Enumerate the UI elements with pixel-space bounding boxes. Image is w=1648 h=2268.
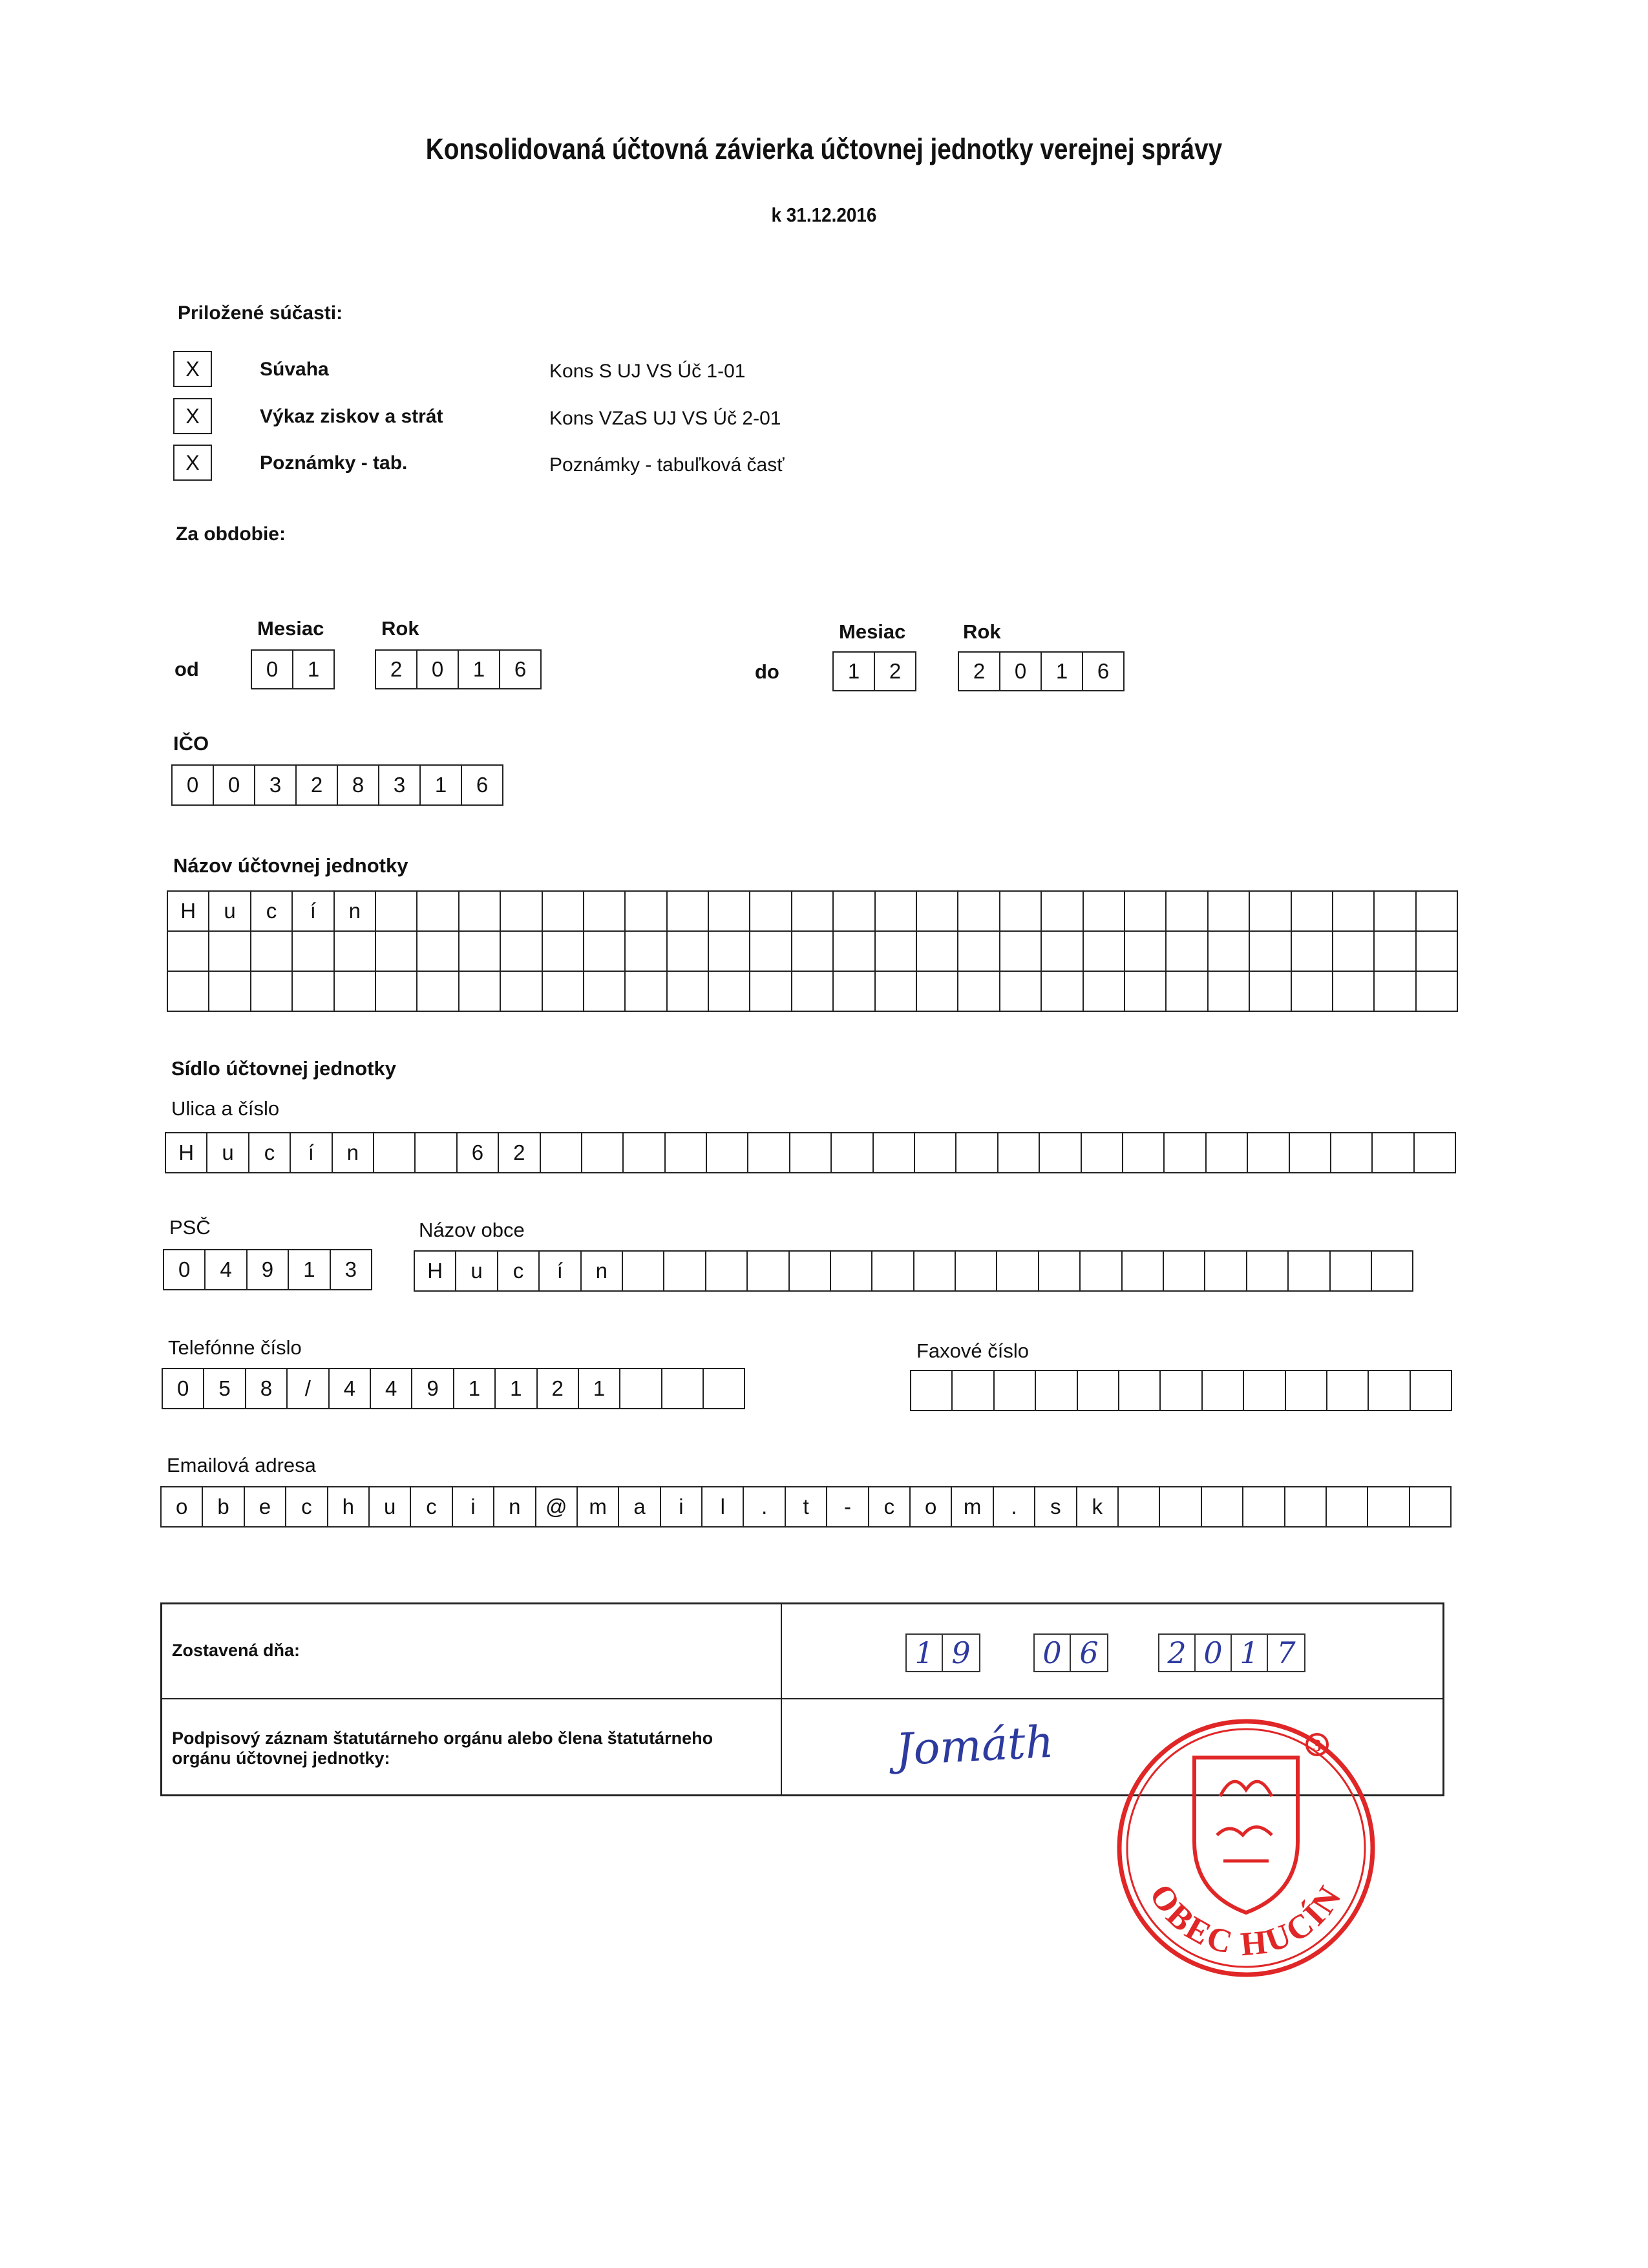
char-cell[interactable]: [251, 972, 293, 1012]
char-cell[interactable]: [460, 932, 501, 972]
char-cell[interactable]: [335, 932, 376, 972]
char-cell[interactable]: [1411, 1371, 1452, 1411]
char-cell[interactable]: [1123, 1252, 1164, 1292]
street-field[interactable]: [165, 1132, 1456, 1173]
char-cell[interactable]: [1372, 1252, 1413, 1292]
char-cell[interactable]: n: [494, 1487, 536, 1528]
attachment-code-notes: Poznámky - tabuľková časť: [549, 454, 785, 476]
char-cell[interactable]: [1160, 1487, 1201, 1528]
char-cell[interactable]: [956, 1252, 997, 1292]
char-cell[interactable]: 1: [496, 1369, 537, 1409]
psc-label: PSČ: [169, 1216, 211, 1239]
char-cell[interactable]: [707, 1133, 748, 1173]
phone-field[interactable]: [162, 1368, 745, 1409]
char-cell[interactable]: [1082, 1133, 1123, 1173]
attachments-heading: Priložené súčasti:: [178, 302, 343, 324]
char-cell[interactable]: [1125, 972, 1167, 1012]
char-cell[interactable]: [1250, 892, 1291, 932]
char-cell[interactable]: [1084, 892, 1125, 932]
char-cell[interactable]: .: [994, 1487, 1035, 1528]
char-cell[interactable]: [872, 1252, 914, 1292]
char-cell[interactable]: [834, 892, 875, 932]
char-cell[interactable]: [958, 932, 1000, 972]
char-cell[interactable]: 1: [289, 1250, 330, 1290]
char-cell[interactable]: k: [1077, 1487, 1119, 1528]
digit-cell[interactable]: 1: [1042, 653, 1083, 691]
char-cell[interactable]: [1292, 972, 1333, 1012]
char-cell[interactable]: c: [249, 1133, 291, 1173]
char-cell[interactable]: c: [869, 1487, 911, 1528]
char-cell[interactable]: b: [203, 1487, 244, 1528]
digit-cell[interactable]: 1: [421, 766, 462, 806]
char-cell[interactable]: [1243, 1487, 1285, 1528]
char-cell[interactable]: [1000, 972, 1042, 1012]
char-cell[interactable]: [1167, 892, 1208, 932]
digit-cell[interactable]: 0: [214, 766, 255, 806]
char-cell[interactable]: c: [498, 1252, 540, 1292]
attachment-name-notes: Poznámky - tab.: [260, 452, 408, 474]
document-date: k 31.12.2016: [771, 204, 877, 226]
char-cell[interactable]: [1333, 932, 1375, 972]
char-cell[interactable]: l: [703, 1487, 744, 1528]
char-cell[interactable]: n: [333, 1133, 374, 1173]
digit-cell[interactable]: 3: [379, 766, 421, 806]
char-cell[interactable]: [1417, 972, 1458, 1012]
char-cell[interactable]: [501, 932, 542, 972]
char-cell[interactable]: [1331, 1133, 1373, 1173]
char-cell[interactable]: -: [827, 1487, 869, 1528]
char-cell[interactable]: [376, 972, 417, 1012]
char-cell[interactable]: [376, 892, 417, 932]
date-digit[interactable]: 0: [1196, 1635, 1232, 1671]
signature-label: Podpisový záznam štatutárneho orgánu alebo člena štatutárneho orgánu účtovnej jednotky:: [172, 1728, 713, 1768]
char-cell[interactable]: [1078, 1371, 1119, 1411]
char-cell[interactable]: .: [744, 1487, 785, 1528]
char-cell[interactable]: [706, 1252, 748, 1292]
char-cell[interactable]: [790, 1252, 831, 1292]
char-cell[interactable]: [1119, 1487, 1160, 1528]
char-cell[interactable]: 2: [538, 1369, 579, 1409]
char-cell[interactable]: [1250, 972, 1291, 1012]
char-cell[interactable]: [662, 1369, 704, 1409]
char-cell[interactable]: [417, 972, 459, 1012]
char-cell[interactable]: [1036, 1371, 1077, 1411]
digit-cell[interactable]: 6: [500, 651, 542, 689]
char-cell[interactable]: [792, 892, 834, 932]
digit-cell[interactable]: 0: [1000, 653, 1042, 691]
char-cell[interactable]: [1368, 1487, 1410, 1528]
char-cell[interactable]: [460, 972, 501, 1012]
char-cell[interactable]: [709, 892, 750, 932]
stamp-text-path: OBEC HUCÍN: [1142, 1878, 1350, 1964]
attachment-name-vzas: Výkaz ziskov a strát: [260, 406, 443, 427]
char-cell[interactable]: [750, 932, 792, 972]
char-cell[interactable]: [1042, 892, 1083, 932]
char-cell[interactable]: [417, 892, 459, 932]
from-month-label: Mesiac: [257, 617, 324, 640]
char-cell[interactable]: [543, 972, 584, 1012]
to-label: do: [755, 660, 779, 683]
char-cell[interactable]: [1119, 1371, 1161, 1411]
char-cell[interactable]: [668, 932, 709, 972]
char-cell[interactable]: 6: [458, 1133, 499, 1173]
char-cell[interactable]: [209, 972, 251, 1012]
char-cell[interactable]: c: [286, 1487, 328, 1528]
char-cell[interactable]: [209, 932, 251, 972]
char-cell[interactable]: [958, 892, 1000, 932]
char-cell[interactable]: [335, 972, 376, 1012]
char-cell[interactable]: [953, 1371, 994, 1411]
attachment-code-vzas: Kons VZaS UJ VS Úč 2-01: [549, 408, 781, 429]
char-cell[interactable]: [750, 892, 792, 932]
char-cell[interactable]: [1375, 972, 1416, 1012]
char-cell[interactable]: 1: [454, 1369, 496, 1409]
stamp-number: 3: [1313, 1736, 1322, 1755]
char-cell[interactable]: [709, 932, 750, 972]
char-cell[interactable]: [914, 1252, 956, 1292]
digit-cell[interactable]: 0: [252, 651, 293, 689]
entity-name-label: Názov účtovnej jednotky: [173, 854, 408, 877]
to-year-label: Rok: [963, 620, 1001, 643]
char-cell[interactable]: [584, 892, 626, 932]
address-heading: Sídlo účtovnej jednotky: [171, 1057, 396, 1080]
from-year-field[interactable]: [375, 649, 542, 689]
digit-cell[interactable]: 2: [376, 651, 417, 689]
table-divider: [781, 1604, 782, 1794]
char-cell[interactable]: u: [456, 1252, 498, 1292]
char-cell[interactable]: í: [293, 892, 334, 932]
char-cell[interactable]: [1205, 1252, 1247, 1292]
char-cell[interactable]: [1164, 1252, 1205, 1292]
char-cell[interactable]: [1040, 1133, 1081, 1173]
digit-cell[interactable]: 1: [834, 653, 875, 691]
ico-label: IČO: [173, 732, 209, 755]
char-cell[interactable]: u: [370, 1487, 411, 1528]
table-divider: [162, 1698, 1442, 1699]
entity-name-field[interactable]: [167, 890, 1458, 1012]
char-cell[interactable]: [917, 972, 958, 1012]
char-cell[interactable]: [917, 892, 958, 932]
char-cell[interactable]: [748, 1133, 790, 1173]
char-cell[interactable]: [623, 1252, 664, 1292]
digit-cell[interactable]: 2: [875, 653, 916, 691]
attachment-checkbox-notes[interactable]: X: [173, 445, 212, 481]
char-cell[interactable]: [1203, 1371, 1244, 1411]
char-cell[interactable]: [958, 972, 1000, 1012]
digit-cell[interactable]: 0: [417, 651, 459, 689]
char-cell[interactable]: [917, 932, 958, 972]
char-cell[interactable]: [664, 1252, 706, 1292]
char-cell[interactable]: [1081, 1252, 1122, 1292]
char-cell[interactable]: [1375, 932, 1416, 972]
to-year-field[interactable]: [958, 651, 1125, 691]
char-cell[interactable]: 4: [371, 1369, 412, 1409]
char-cell[interactable]: [1207, 1133, 1248, 1173]
char-cell[interactable]: 9: [248, 1250, 289, 1290]
char-cell[interactable]: [876, 892, 917, 932]
char-cell[interactable]: [1250, 932, 1291, 972]
char-cell[interactable]: [1369, 1371, 1410, 1411]
char-cell[interactable]: [709, 972, 750, 1012]
char-cell[interactable]: m: [952, 1487, 993, 1528]
date-digit[interactable]: 7: [1276, 1635, 1296, 1670]
char-cell[interactable]: [1125, 892, 1167, 932]
char-cell[interactable]: [834, 932, 875, 972]
char-cell[interactable]: [374, 1133, 416, 1173]
to-month-label: Mesiac: [839, 620, 906, 643]
date-digit[interactable]: 1: [1232, 1635, 1268, 1671]
char-cell[interactable]: e: [245, 1487, 286, 1528]
attachment-checkbox-vzas[interactable]: X: [173, 398, 212, 434]
char-cell[interactable]: [876, 972, 917, 1012]
char-cell[interactable]: [584, 972, 626, 1012]
street-label: Ulica a číslo: [171, 1097, 280, 1120]
char-cell[interactable]: [1327, 1487, 1368, 1528]
char-cell[interactable]: [874, 1133, 915, 1173]
char-cell[interactable]: [792, 932, 834, 972]
char-cell[interactable]: 4: [330, 1369, 371, 1409]
char-cell[interactable]: [168, 972, 209, 1012]
char-cell[interactable]: [1000, 892, 1042, 932]
char-cell[interactable]: [251, 932, 293, 972]
attachment-code-suvaha: Kons S UJ VS Úč 1-01: [549, 361, 746, 382]
char-cell[interactable]: 8: [246, 1369, 288, 1409]
digit-cell[interactable]: 2: [297, 766, 338, 806]
char-cell[interactable]: [748, 1252, 789, 1292]
char-cell[interactable]: [668, 892, 709, 932]
char-cell[interactable]: [834, 972, 875, 1012]
char-cell[interactable]: 1: [579, 1369, 620, 1409]
char-cell[interactable]: [1039, 1252, 1081, 1292]
digit-cell[interactable]: 6: [1083, 653, 1125, 691]
char-cell[interactable]: [956, 1133, 998, 1173]
char-cell[interactable]: [293, 972, 334, 1012]
char-cell[interactable]: /: [288, 1369, 329, 1409]
town-label: Názov obce: [419, 1219, 525, 1241]
char-cell[interactable]: 9: [412, 1369, 454, 1409]
char-cell[interactable]: [620, 1369, 662, 1409]
char-cell[interactable]: [666, 1133, 707, 1173]
date-digit[interactable]: 9: [951, 1635, 971, 1670]
char-cell[interactable]: [876, 932, 917, 972]
char-cell[interactable]: c: [411, 1487, 452, 1528]
fax-field[interactable]: [910, 1370, 1452, 1411]
fax-label: Faxové číslo: [916, 1339, 1030, 1362]
from-year-label: Rok: [381, 617, 419, 640]
date-digit[interactable]: 0: [1035, 1635, 1071, 1671]
char-cell[interactable]: [832, 1133, 873, 1173]
char-cell[interactable]: o: [911, 1487, 952, 1528]
period-heading: Za obdobie:: [176, 523, 286, 545]
email-field[interactable]: [160, 1486, 1452, 1528]
phone-label: Telefónne číslo: [168, 1336, 302, 1359]
char-cell[interactable]: [624, 1133, 665, 1173]
char-cell[interactable]: [1000, 932, 1042, 972]
char-cell[interactable]: [1209, 892, 1250, 932]
char-cell[interactable]: [1248, 1133, 1289, 1173]
compiled-day-field[interactable]: [905, 1633, 980, 1672]
char-cell[interactable]: i: [453, 1487, 494, 1528]
date-digit[interactable]: 2: [1159, 1635, 1196, 1671]
char-cell[interactable]: 2: [499, 1133, 540, 1173]
signature: Jomáth: [894, 1716, 1055, 1776]
char-cell[interactable]: H: [166, 1133, 207, 1173]
document-title: Konsolidovaná účtovná závierka účtovnej jednotky verejnej správy: [425, 132, 1223, 165]
char-cell[interactable]: [1373, 1133, 1414, 1173]
char-cell[interactable]: [915, 1133, 956, 1173]
char-cell[interactable]: [1410, 1487, 1452, 1528]
char-cell[interactable]: n: [335, 892, 376, 932]
char-cell[interactable]: [1289, 1252, 1330, 1292]
char-cell[interactable]: 0: [163, 1369, 204, 1409]
attachment-name-suvaha: Súvaha: [260, 359, 329, 380]
char-cell[interactable]: o: [162, 1487, 203, 1528]
char-cell[interactable]: u: [209, 892, 251, 932]
compiled-month-field[interactable]: [1033, 1633, 1108, 1672]
char-cell[interactable]: [1415, 1133, 1456, 1173]
char-cell[interactable]: [1244, 1371, 1285, 1411]
char-cell[interactable]: [1042, 932, 1083, 972]
char-cell[interactable]: [626, 932, 667, 972]
compiled-year-field[interactable]: [1158, 1633, 1305, 1672]
char-cell[interactable]: [1290, 1133, 1331, 1173]
char-cell[interactable]: í: [291, 1133, 332, 1173]
char-cell[interactable]: 0: [164, 1250, 206, 1290]
town-field[interactable]: [414, 1250, 1413, 1292]
stamp-shield-icon: [1194, 1758, 1298, 1913]
digit-cell[interactable]: 0: [173, 766, 214, 806]
char-cell[interactable]: s: [1035, 1487, 1077, 1528]
char-cell[interactable]: [1286, 1371, 1327, 1411]
char-cell[interactable]: [1285, 1487, 1327, 1528]
char-cell[interactable]: [1123, 1133, 1165, 1173]
char-cell[interactable]: [997, 1252, 1039, 1292]
digit-cell[interactable]: 2: [959, 653, 1000, 691]
char-cell[interactable]: [911, 1371, 953, 1411]
char-cell[interactable]: [584, 932, 626, 972]
char-cell[interactable]: [543, 932, 584, 972]
from-label: od: [174, 658, 199, 680]
char-cell[interactable]: a: [619, 1487, 660, 1528]
date-digit[interactable]: 6: [1079, 1635, 1099, 1670]
char-cell[interactable]: [541, 1133, 582, 1173]
char-cell[interactable]: [460, 892, 501, 932]
char-cell[interactable]: [1084, 972, 1125, 1012]
char-cell[interactable]: [1292, 932, 1333, 972]
char-cell[interactable]: [1209, 972, 1250, 1012]
char-cell[interactable]: [501, 972, 542, 1012]
char-cell[interactable]: [1331, 1252, 1372, 1292]
char-cell[interactable]: [1375, 892, 1416, 932]
char-cell[interactable]: [1247, 1252, 1289, 1292]
char-cell[interactable]: [1209, 932, 1250, 972]
char-cell[interactable]: H: [168, 892, 209, 932]
char-cell[interactable]: 5: [204, 1369, 246, 1409]
char-cell[interactable]: [1333, 892, 1375, 932]
char-cell[interactable]: [626, 892, 667, 932]
from-month-field[interactable]: [251, 649, 335, 689]
char-cell[interactable]: [1327, 1371, 1369, 1411]
char-cell[interactable]: [1333, 972, 1375, 1012]
char-cell[interactable]: [1417, 932, 1458, 972]
char-cell[interactable]: [293, 932, 334, 972]
char-cell[interactable]: [1161, 1371, 1202, 1411]
stamp-emblem-icon: [1217, 1781, 1272, 1861]
digit-cell[interactable]: 1: [293, 651, 335, 689]
char-cell[interactable]: [790, 1133, 832, 1173]
char-cell[interactable]: [417, 932, 459, 972]
char-cell[interactable]: [168, 932, 209, 972]
char-cell[interactable]: [1167, 972, 1208, 1012]
digit-cell[interactable]: 6: [462, 766, 503, 806]
char-cell[interactable]: [1202, 1487, 1243, 1528]
char-cell[interactable]: [1167, 932, 1208, 972]
char-cell[interactable]: [501, 892, 542, 932]
char-cell[interactable]: [416, 1133, 457, 1173]
char-cell[interactable]: [792, 972, 834, 1012]
char-cell[interactable]: [704, 1369, 745, 1409]
char-cell[interactable]: [668, 972, 709, 1012]
char-cell[interactable]: m: [578, 1487, 619, 1528]
digit-cell[interactable]: 1: [459, 651, 500, 689]
date-digit[interactable]: 1: [907, 1635, 943, 1671]
char-cell[interactable]: [1165, 1133, 1206, 1173]
compiled-label: Zostavená dňa:: [172, 1641, 301, 1660]
char-cell[interactable]: [995, 1371, 1036, 1411]
char-cell[interactable]: [582, 1133, 624, 1173]
official-stamp: [1104, 1706, 1388, 1990]
char-cell[interactable]: u: [207, 1133, 249, 1173]
char-cell[interactable]: t: [786, 1487, 827, 1528]
email-label: Emailová adresa: [167, 1454, 316, 1476]
char-cell[interactable]: [831, 1252, 872, 1292]
char-cell[interactable]: [1292, 892, 1333, 932]
char-cell[interactable]: n: [582, 1252, 623, 1292]
ico-field[interactable]: [171, 764, 503, 806]
psc-field[interactable]: [163, 1249, 372, 1290]
char-cell[interactable]: c: [251, 892, 293, 932]
char-cell[interactable]: [998, 1133, 1040, 1173]
digit-cell[interactable]: 3: [255, 766, 297, 806]
char-cell[interactable]: 4: [206, 1250, 247, 1290]
char-cell[interactable]: i: [661, 1487, 703, 1528]
char-cell[interactable]: [1417, 892, 1458, 932]
char-cell[interactable]: [750, 972, 792, 1012]
char-cell[interactable]: [376, 932, 417, 972]
char-cell[interactable]: @: [536, 1487, 578, 1528]
to-month-field[interactable]: [832, 651, 916, 691]
digit-cell[interactable]: 8: [338, 766, 379, 806]
char-cell[interactable]: h: [328, 1487, 370, 1528]
char-cell[interactable]: í: [540, 1252, 581, 1292]
char-cell[interactable]: [1084, 932, 1125, 972]
char-cell[interactable]: [626, 972, 667, 1012]
char-cell[interactable]: [543, 892, 584, 932]
char-cell[interactable]: H: [415, 1252, 456, 1292]
char-cell[interactable]: [1042, 972, 1083, 1012]
char-cell[interactable]: [1125, 932, 1167, 972]
char-cell[interactable]: 3: [331, 1250, 372, 1290]
attachment-checkbox-suvaha[interactable]: X: [173, 351, 212, 387]
